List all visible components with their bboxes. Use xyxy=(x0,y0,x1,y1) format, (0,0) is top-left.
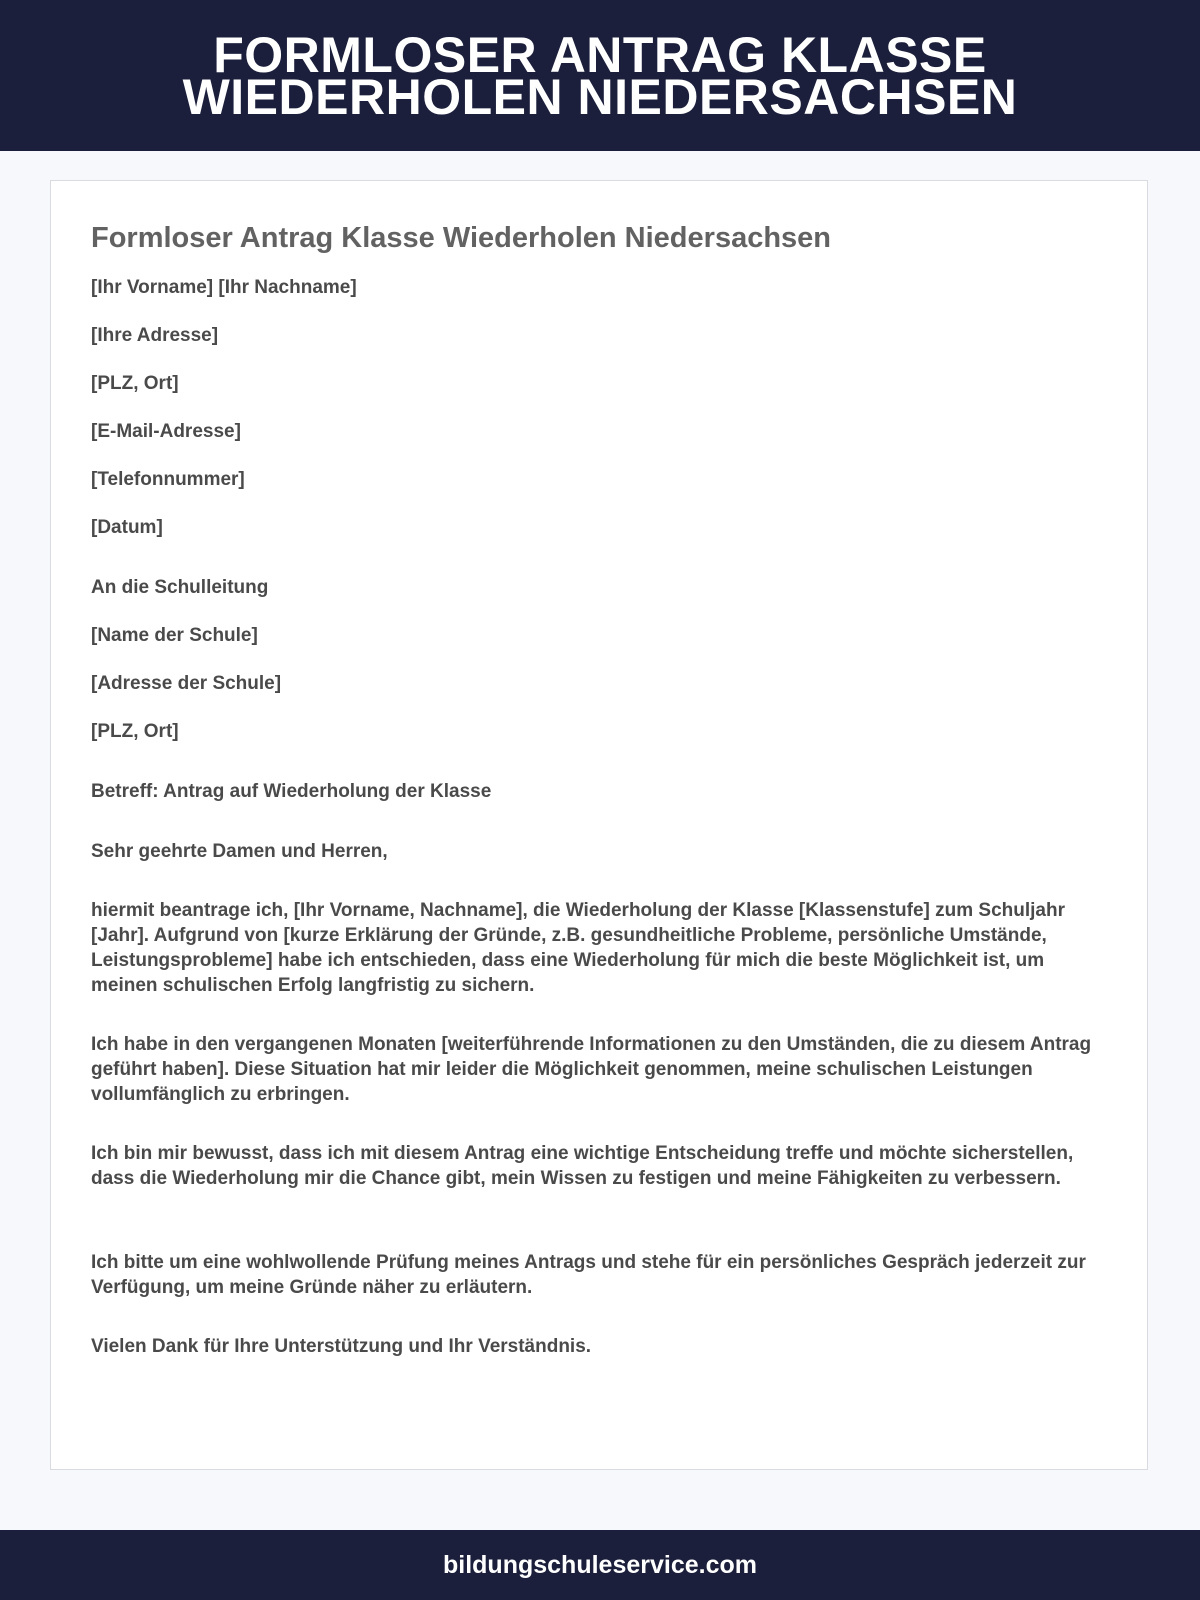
closing-line: Vielen Dank für Ihre Unterstützung und Ihr Verständnis. xyxy=(91,1336,592,1357)
letter-body xyxy=(91,221,1101,1357)
sender-phone: [Telefonnummer] xyxy=(91,469,245,490)
document-card xyxy=(50,180,1148,1470)
recipient-line: An die Schulleitung xyxy=(91,577,269,598)
sender-email: [E-Mail-Adresse] xyxy=(91,421,241,442)
sender-address: [Ihre Adresse] xyxy=(91,325,219,346)
school-city: [PLZ, Ort] xyxy=(91,721,179,742)
body-paragraph: Ich bin mir bewusst, dass ich mit diesem Antrag eine wichtige Entscheidung treffe und möchte sicherstellen, dass die Wiederholung mir die Chance gibt, mein Wissen zu festigen und meine Fähigkeiten zu verbessern. xyxy=(91,1143,1074,1189)
letter-salutation: Sehr geehrte Damen und Herren, xyxy=(91,841,388,862)
document-title: Formloser Antrag Klasse Wiederholen Niedersachsen xyxy=(91,222,832,254)
body-paragraph: hiermit beantrage ich, [Ihr Vorname, Nachname], die Wiederholung der Klasse [Klassenstufe] zum Schuljahr [Jahr]. Aufgrund von [kurze Erklärung der Gründe, z.B. gesundheitliche Probleme, persönliche Umstände, Leistungsprobleme] habe ich entschieden, dass eine Wiederholung für mich die beste Möglichkeit ist, um meinen schulischen Erfolg langfristig zu sichern. xyxy=(91,900,1065,996)
sender-name: [Ihr Vorname] [Ihr Nachname] xyxy=(91,277,357,298)
school-name: [Name der Schule] xyxy=(91,625,258,646)
banner-title: FORMLOSER ANTRAG KLASSE WIEDERHOLEN NIEDERSACHSEN xyxy=(182,26,1018,125)
school-address: [Adresse der Schule] xyxy=(91,673,282,694)
page-banner xyxy=(0,0,1200,151)
body-paragraph: Ich bitte um eine wohlwollende Prüfung meines Antrags und stehe für ein persönliches Gespräch jederzeit zur Verfügung, um meine Gründe näher zu erläutern. xyxy=(91,1252,1086,1298)
letter-subject: Betreff: Antrag auf Wiederholung der Klasse xyxy=(91,781,492,802)
sender-city: [PLZ, Ort] xyxy=(91,373,179,394)
letter-date: [Datum] xyxy=(91,517,163,538)
footer-site-name: bildungschuleservice.com xyxy=(443,1550,757,1579)
body-paragraph: Ich habe in den vergangenen Monaten [weiterführende Informationen zu den Umständen, die zu diesem Antrag geführt haben]. Diese Situation hat mir leider die Möglichkeit genommen, meine schulischen Leistungen vollumfänglich zu erbringen. xyxy=(91,1034,1092,1105)
page-footer xyxy=(0,1530,1200,1600)
